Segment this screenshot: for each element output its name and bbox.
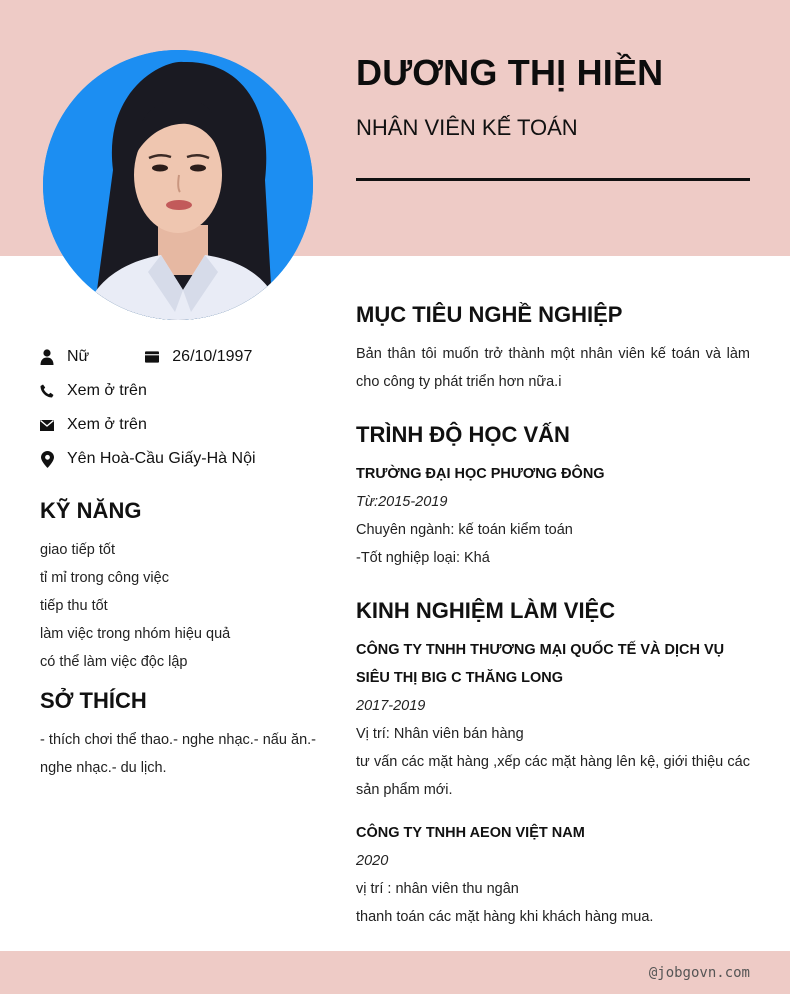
gender-item [40,348,89,366]
header-divider [356,178,750,181]
info-row-email [40,408,316,442]
education-grade: -Tốt nghiệp loại: Khá [356,550,490,566]
hobbies-heading: SỞ THÍCH [40,688,147,713]
job-description: tư vấn các mặt hàng ,xếp các mặt hàng lên kệ, giới thiệu các sản phẩm mới. [356,754,750,798]
education-heading: TRÌNH ĐỘ HỌC VẤN [356,422,570,447]
job-period: 2020 [356,853,389,869]
info-row-phone [40,374,316,408]
school-name: TRƯỜNG ĐẠI HỌC PHƯƠNG ĐÔNG [356,466,605,482]
skills-heading: KỸ NĂNG [40,498,142,523]
left-column [40,340,316,782]
skill-item: giao tiếp tốt [40,542,115,558]
mail-icon [40,417,54,433]
person-icon [40,349,54,365]
job-entry [356,636,750,804]
skill-item: có thể làm việc độc lập [40,654,188,670]
education-period: Từ:2015-2019 [356,494,448,510]
job-period: 2017-2019 [356,698,426,714]
skill-item: làm việc trong nhóm hiệu quả [40,626,231,642]
location-pin-icon [40,451,54,467]
experience-section [356,598,750,931]
info-row-address [40,442,316,476]
job-position: Vị trí: Nhân viên bán hàng [356,726,524,742]
objective-section [356,302,750,396]
skills-list [40,536,316,676]
job-entry [356,819,750,931]
education-section [356,422,750,572]
hobbies-text: - thích chơi thể thao.- nghe nhạc.- nấu ăn.- nghe nhạc.- du lịch. [40,732,316,776]
skill-item: tỉ mỉ trong công việc [40,570,169,586]
address-value: Yên Hoà-Cầu Giấy-Hà Nội [67,450,256,467]
footer-watermark: @jobgovn.com [648,965,750,981]
job-position: vị trí : nhân viên thu ngân [356,881,519,897]
calendar-icon [145,349,159,365]
profile-photo [43,50,313,320]
info-row-gender-birthday [40,340,316,374]
company-name: CÔNG TY TNHH AEON VIỆT NAM [356,825,585,841]
experience-heading: KINH NGHIỆM LÀM VIỆC [356,598,616,623]
candidate-name: DƯƠNG THỊ HIỀN [356,52,664,93]
education-major: Chuyên ngành: kế toán kiểm toán [356,522,573,538]
birthday-value: 26/10/1997 [172,348,253,365]
right-column [356,302,750,931]
job-title: NHÂN VIÊN KẾ TOÁN [356,115,578,140]
job-description: thanh toán các mặt hàng khi khách hàng mua. [356,909,654,925]
birthday-item [145,348,252,366]
phone-icon [40,383,54,399]
objective-heading: MỤC TIÊU NGHỀ NGHIỆP [356,302,623,327]
company-name: CÔNG TY TNHH THƯƠNG MẠI QUỐC TẾ VÀ DỊCH VỤ SIÊU THỊ BIG C THĂNG LONG [356,642,725,686]
email-value: Xem ở trên [67,416,147,433]
objective-text: Bản thân tôi muốn trở thành một nhân viên kế toán và làm cho công ty phát triển hơn nữa.i [356,346,750,390]
skill-item: tiếp thu tốt [40,598,108,614]
gender-value: Nữ [67,348,90,365]
phone-value: Xem ở trên [67,382,147,399]
